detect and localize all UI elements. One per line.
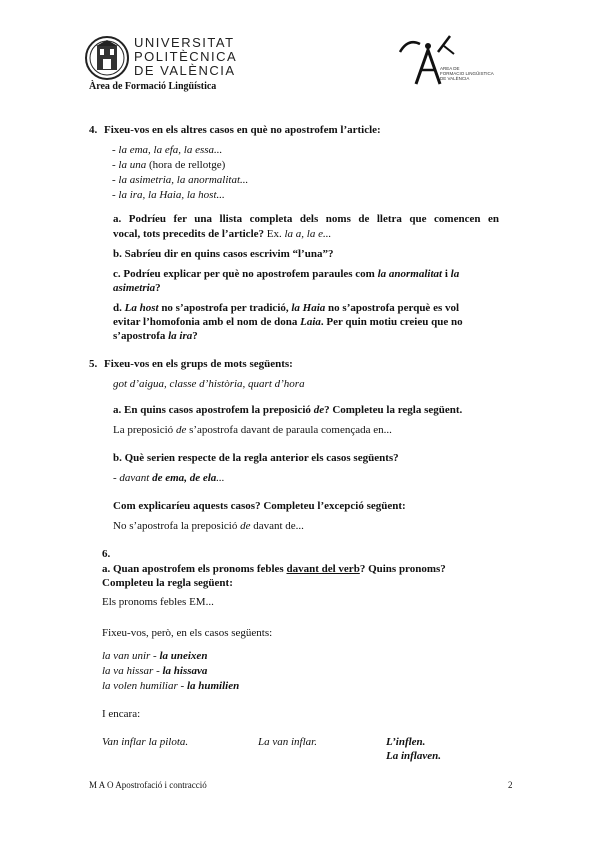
s6-example-3-bold: la humilien <box>186 680 240 692</box>
s6-example-2-text: la va hissar - <box>102 665 163 677</box>
s5-answer-c <box>113 520 304 532</box>
afl-small-line1: AREA DE <box>440 66 460 71</box>
s4-example-4: - la ira, la Haia, la host... <box>112 189 225 201</box>
s6-question-a-line1 <box>102 563 500 575</box>
s4-question-d-term3: Laia <box>300 316 321 328</box>
s6-example-1-text: la van unir - <box>102 650 160 662</box>
s4-question-a-ex-italic: la a, la e... <box>284 228 332 240</box>
s5-examples: got d’aigua, classe d’història, quart d’hora <box>113 378 305 390</box>
s4-question-d-qmark: ? <box>192 330 198 342</box>
s4-example-3: - la asimetria, la anormalitat... <box>112 174 249 186</box>
s4-question-a-ex: Ex. <box>264 228 285 240</box>
s6-column-3-line2: La inflaven. <box>386 750 441 762</box>
s6-question-a-text2: ? Quins pronoms? <box>359 563 446 575</box>
s4-question-d-line3 <box>113 330 198 342</box>
s4-title: Fixeu-vos en els altres casos en què no apostrofem l’article: <box>104 124 381 136</box>
s6-example-1 <box>102 650 207 662</box>
area-title: Àrea de Formació Lingüística <box>89 81 217 92</box>
s5-answer-b <box>113 472 225 484</box>
s4-question-d-term1: La host <box>124 302 159 314</box>
s5-answer-a-text1: La preposició <box>113 424 176 436</box>
s5-answer-a-term: de <box>175 424 187 436</box>
s5-answer-b-term1: de ema <box>152 472 185 484</box>
afl-logo <box>394 34 524 90</box>
s5-answer-c-term: de <box>240 520 251 532</box>
s5-question-a-term: de <box>313 404 325 416</box>
s5-answer-c-text1: No s’apostrofa la preposició <box>113 520 241 532</box>
s4-question-d-text4: . Per quin motiu creieu que no <box>320 316 463 328</box>
s5-question-c: Com explicaríeu aquests casos? Completeu l’excepció següent: <box>113 500 406 512</box>
s4-example-1: - la ema, la efa, la essa... <box>112 144 223 156</box>
s4-question-c-qmark: ? <box>155 282 161 294</box>
upv-logo <box>84 34 238 84</box>
s5-answer-b-sep: , <box>184 472 190 484</box>
s5-title: Fixeu-vos en els grups de mots següents: <box>104 358 293 370</box>
footer-title: M A O Apostrofació i contracció <box>89 780 207 790</box>
s5-number: 5. <box>89 358 98 370</box>
s4-question-c-line2 <box>113 282 161 294</box>
s6-example-2-bold: la hissava <box>162 665 208 677</box>
s6-example-1-bold: la uneixen <box>159 650 208 662</box>
page-number: 2 <box>508 780 513 790</box>
s5-answer-a-text2: s’apostrofa davant de paraula començada en... <box>186 424 392 436</box>
s6-encara: I encara: <box>102 708 141 720</box>
s5-question-a <box>113 404 462 416</box>
s4-question-d-line2 <box>113 316 463 328</box>
s4-example-2-italic: - la una <box>112 159 147 171</box>
s5-answer-a <box>113 424 392 436</box>
s4-question-d-line1 <box>113 302 459 314</box>
s5-answer-b-text: - davant <box>113 472 153 484</box>
s4-question-d-label: d. <box>113 302 125 314</box>
s4-example-2-rest: (hora de rellotge) <box>146 159 226 171</box>
upv-emblem-icon <box>84 34 130 82</box>
s4-question-c-text: c. Podríeu explicar per què no apostrofem paraules com <box>113 268 378 280</box>
s6-column-2: La van inflar. <box>258 736 317 748</box>
s4-question-a-line1: a. Podríeu fer una llista completa dels noms de lletra que comencen en <box>113 213 499 225</box>
s6-example-3-text: la volen humiliar - <box>102 680 187 692</box>
s4-question-a-text: vocal, tots precedits de l’article? <box>113 228 265 240</box>
s4-example-2 <box>112 159 225 171</box>
uni-name-line1: UNIVERSITAT <box>134 35 235 50</box>
s6-number: 6. <box>102 548 111 560</box>
s5-answer-b-end: ... <box>216 472 225 484</box>
s5-answer-b-term2: de ela <box>189 472 217 484</box>
uni-name-line3: DE VALÈNCIA <box>134 63 236 78</box>
afl-small-line2: FORMACIO LINGÜISTICA <box>440 71 494 76</box>
s4-question-c-line1 <box>113 268 459 280</box>
s6-question-a-line2: Completeu la regla següent: <box>102 577 233 589</box>
uni-name-line2: POLITÈCNICA <box>134 49 238 64</box>
s4-question-c-term2a: la <box>450 268 460 280</box>
afl-small-line3: DE VALÈNCIA <box>440 76 470 81</box>
s4-question-b: b. Sabríeu dir en quins casos escrivim “l’una”? <box>113 248 334 260</box>
s4-question-d-text5: s’apostrofa <box>113 330 169 342</box>
afl-figure-icon <box>394 34 458 90</box>
s6-example-3 <box>102 680 239 692</box>
s4-question-d-term2: la Haia <box>291 302 326 314</box>
s5-question-a-text2: ? Completeu la regla següent. <box>324 404 463 416</box>
s6-example-2 <box>102 665 207 677</box>
s5-answer-c-text2: davant de... <box>250 520 304 532</box>
s6-question-a-text1: a. Quan apostrofem els pronoms febles <box>102 563 287 575</box>
s6-column-3-line1: L’inflen. <box>386 736 426 748</box>
s5-question-a-text1: a. En quins casos apostrofem la preposició <box>113 404 314 416</box>
s4-question-d-text1: no s’apostrofa per tradició, <box>158 302 292 314</box>
s4-question-d-term4: la ira <box>168 330 193 342</box>
s6-observe: Fixeu-vos, però, en els casos següents: <box>102 627 273 639</box>
s6-rule: Els pronoms febles EM... <box>102 596 214 608</box>
s4-question-c-and: i <box>442 268 451 280</box>
s4-question-d-text2: no s’apostrofa perquè es vol <box>325 302 460 314</box>
s5-question-b: b. Què serien respecte de la regla anterior els casos següents? <box>113 452 399 464</box>
s4-question-c-term1: la anormalitat <box>377 268 443 280</box>
s4-number: 4. <box>89 124 98 136</box>
s4-question-a-line2 <box>113 228 331 240</box>
s6-column-1: Van inflar la pilota. <box>102 736 189 748</box>
s4-question-d-text3: evitar l’homofonia amb el nom de dona <box>113 316 301 328</box>
s4-question-c-term2b: asimetria <box>113 282 156 294</box>
s6-question-a-underlined: davant del verb <box>286 563 360 575</box>
